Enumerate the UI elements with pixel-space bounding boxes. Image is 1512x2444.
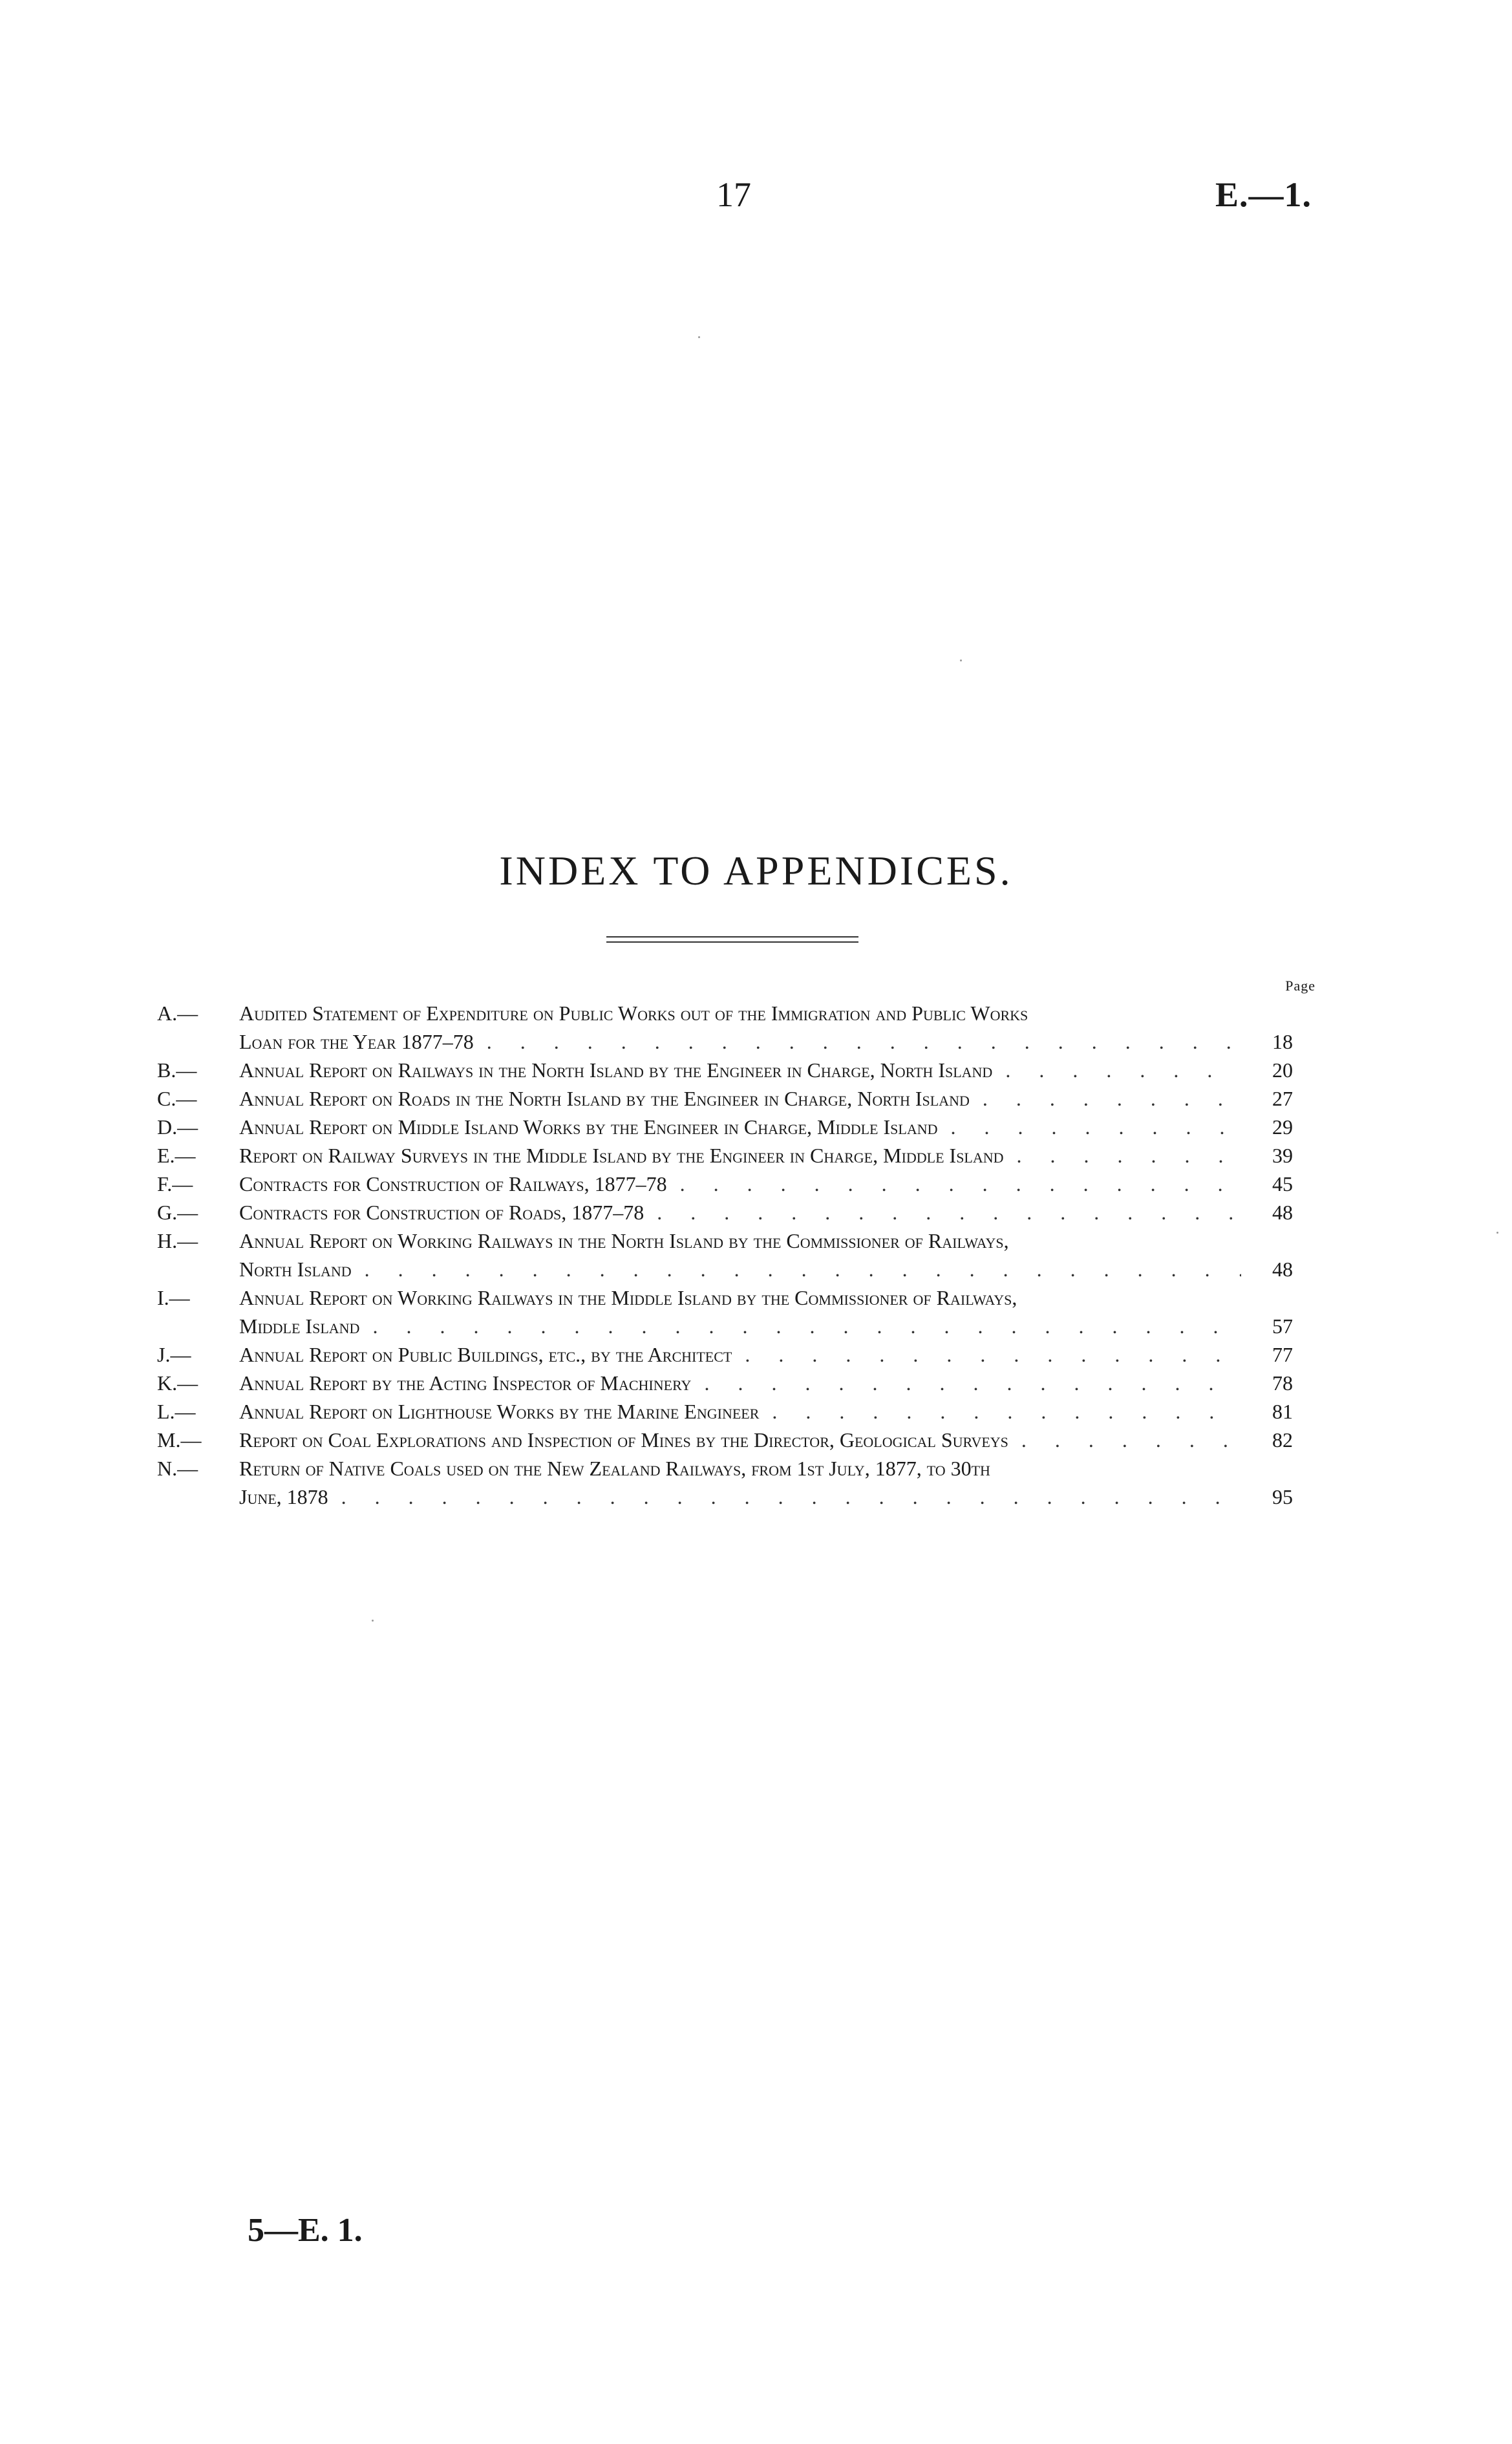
appendix-title: Annual Report by the Acting Inspector of Machinery <box>239 1371 692 1395</box>
index-entry <box>157 1454 1293 1511</box>
leader-dots <box>352 1255 1241 1283</box>
appendix-letter: I.— <box>157 1286 190 1309</box>
appendix-letter: D.— <box>157 1115 198 1139</box>
leader-dots <box>474 1027 1241 1056</box>
leader-dots <box>691 1369 1241 1397</box>
leader-dots <box>759 1397 1241 1426</box>
appendix-title: Contracts for Construction of Roads, 1877–78 <box>239 1201 644 1224</box>
appendix-title: Loan for the Year 1877–78 <box>239 1030 474 1053</box>
index-entry-line <box>157 1227 1293 1255</box>
appendix-page-number: 20 <box>1272 1058 1293 1082</box>
appendix-page-number: 29 <box>1272 1115 1293 1139</box>
index-entry-line <box>157 1198 1293 1227</box>
index-entry-line <box>157 1170 1293 1198</box>
leader-dots <box>1004 1141 1241 1170</box>
appendix-letter: H.— <box>157 1229 198 1252</box>
appendix-page-number: 77 <box>1272 1343 1293 1366</box>
appendix-page-number: 95 <box>1272 1485 1293 1508</box>
page-column-label: Page <box>1285 978 1315 994</box>
appendix-index <box>157 999 1293 1511</box>
index-entry-line <box>157 1141 1293 1170</box>
appendix-title: Annual Report on Middle Island Works by the Engineer in Charge, Middle Island <box>239 1115 938 1139</box>
index-entry-line <box>157 1255 1293 1283</box>
index-entry <box>157 1340 1293 1369</box>
index-entry-line <box>157 1483 1293 1511</box>
appendix-letter: J.— <box>157 1343 191 1366</box>
index-entry <box>157 1113 1293 1141</box>
appendix-title: Annual Report on Public Buildings, etc., by the Architect <box>239 1343 732 1366</box>
appendix-letter: C.— <box>157 1087 197 1110</box>
index-entry <box>157 1369 1293 1397</box>
appendix-title: Annual Report on Lighthouse Works by the Marine Engineer <box>239 1400 760 1423</box>
appendix-letter: E.— <box>157 1144 196 1167</box>
index-entry-line <box>157 1340 1293 1369</box>
appendix-page-number: 45 <box>1272 1172 1293 1195</box>
leader-dots <box>359 1312 1241 1340</box>
index-entry <box>157 1170 1293 1198</box>
index-entry <box>157 1084 1293 1113</box>
leader-dots <box>328 1483 1241 1511</box>
appendix-letter: L.— <box>157 1400 196 1423</box>
appendix-page-number: 39 <box>1272 1144 1293 1167</box>
appendix-title: Return of Native Coals used on the New Zealand Railways, from 1st July, 1877, to 30th <box>239 1457 990 1480</box>
index-entry-line <box>157 1397 1293 1426</box>
appendix-letter: F.— <box>157 1172 193 1195</box>
index-entry <box>157 1056 1293 1084</box>
appendix-page-number: 78 <box>1272 1371 1293 1395</box>
leader-dots <box>992 1056 1241 1084</box>
index-entry-line <box>157 1312 1293 1340</box>
index-entry <box>157 1227 1293 1283</box>
appendix-letter: B.— <box>157 1058 197 1082</box>
appendix-letter: A.— <box>157 1002 198 1025</box>
index-entry <box>157 1198 1293 1227</box>
index-entry <box>157 1283 1293 1340</box>
appendix-title: North Island <box>239 1258 352 1281</box>
appendix-title: Annual Report on Working Railways in the North Island by the Commissioner of Railways, <box>239 1229 1009 1252</box>
leader-dots <box>937 1113 1241 1141</box>
paper-speck <box>1496 1232 1498 1234</box>
leader-dots <box>970 1084 1241 1113</box>
index-entry <box>157 1397 1293 1426</box>
title-rule <box>606 936 858 943</box>
index-entry <box>157 999 1293 1056</box>
appendix-title: Audited Statement of Expenditure on Public Works out of the Immigration and Public Works <box>239 1002 1028 1025</box>
leader-dots <box>644 1198 1241 1227</box>
index-entry-line <box>157 1454 1293 1483</box>
index-entry-line <box>157 1369 1293 1397</box>
index-entry-line <box>157 1426 1293 1454</box>
index-entry-line <box>157 1283 1293 1312</box>
index-entry <box>157 1141 1293 1170</box>
index-entry-line <box>157 1056 1293 1084</box>
appendix-page-number: 48 <box>1272 1201 1293 1224</box>
index-entry-line <box>157 1027 1293 1056</box>
document-reference: E.—1. <box>1215 175 1312 214</box>
appendix-page-number: 18 <box>1272 1030 1293 1053</box>
appendix-letter: N.— <box>157 1457 198 1480</box>
appendix-title: Report on Coal Explorations and Inspection of Mines by the Director, Geological Surveys <box>239 1428 1008 1452</box>
appendix-page-number: 27 <box>1272 1087 1293 1110</box>
signature-mark: 5—E. 1. <box>248 2212 363 2249</box>
paper-speck <box>960 659 962 661</box>
paper-speck <box>698 336 700 338</box>
appendix-title: Report on Railway Surveys in the Middle Island by the Engineer in Charge, Middle Island <box>239 1144 1004 1167</box>
appendix-page-number: 48 <box>1272 1258 1293 1281</box>
appendix-title: Annual Report on Railways in the North Island by the Engineer in Charge, North Island <box>239 1058 993 1082</box>
appendix-letter: G.— <box>157 1201 198 1224</box>
index-entry-line <box>157 1113 1293 1141</box>
appendix-page-number: 57 <box>1272 1314 1293 1338</box>
index-entry-line <box>157 999 1293 1027</box>
page-number: 17 <box>716 175 751 214</box>
appendix-page-number: 81 <box>1272 1400 1293 1423</box>
appendix-title: Annual Report on Roads in the North Island by the Engineer in Charge, North Island <box>239 1087 970 1110</box>
appendix-title: Annual Report on Working Railways in the Middle Island by the Commissioner of Railways, <box>239 1286 1017 1309</box>
leader-dots <box>732 1340 1241 1369</box>
appendix-title: Contracts for Construction of Railways, 1877–78 <box>239 1172 667 1195</box>
index-entry <box>157 1426 1293 1454</box>
index-title: INDEX TO APPENDICES. <box>499 848 1013 894</box>
paper-speck <box>372 1620 374 1622</box>
appendix-title: June, 1878 <box>239 1485 328 1508</box>
appendix-page-number: 82 <box>1272 1428 1293 1452</box>
appendix-title: Middle Island <box>239 1314 360 1338</box>
leader-dots <box>1008 1426 1241 1454</box>
leader-dots <box>667 1170 1241 1198</box>
appendix-letter: M.— <box>157 1428 202 1452</box>
appendix-letter: K.— <box>157 1371 198 1395</box>
index-entry-line <box>157 1084 1293 1113</box>
